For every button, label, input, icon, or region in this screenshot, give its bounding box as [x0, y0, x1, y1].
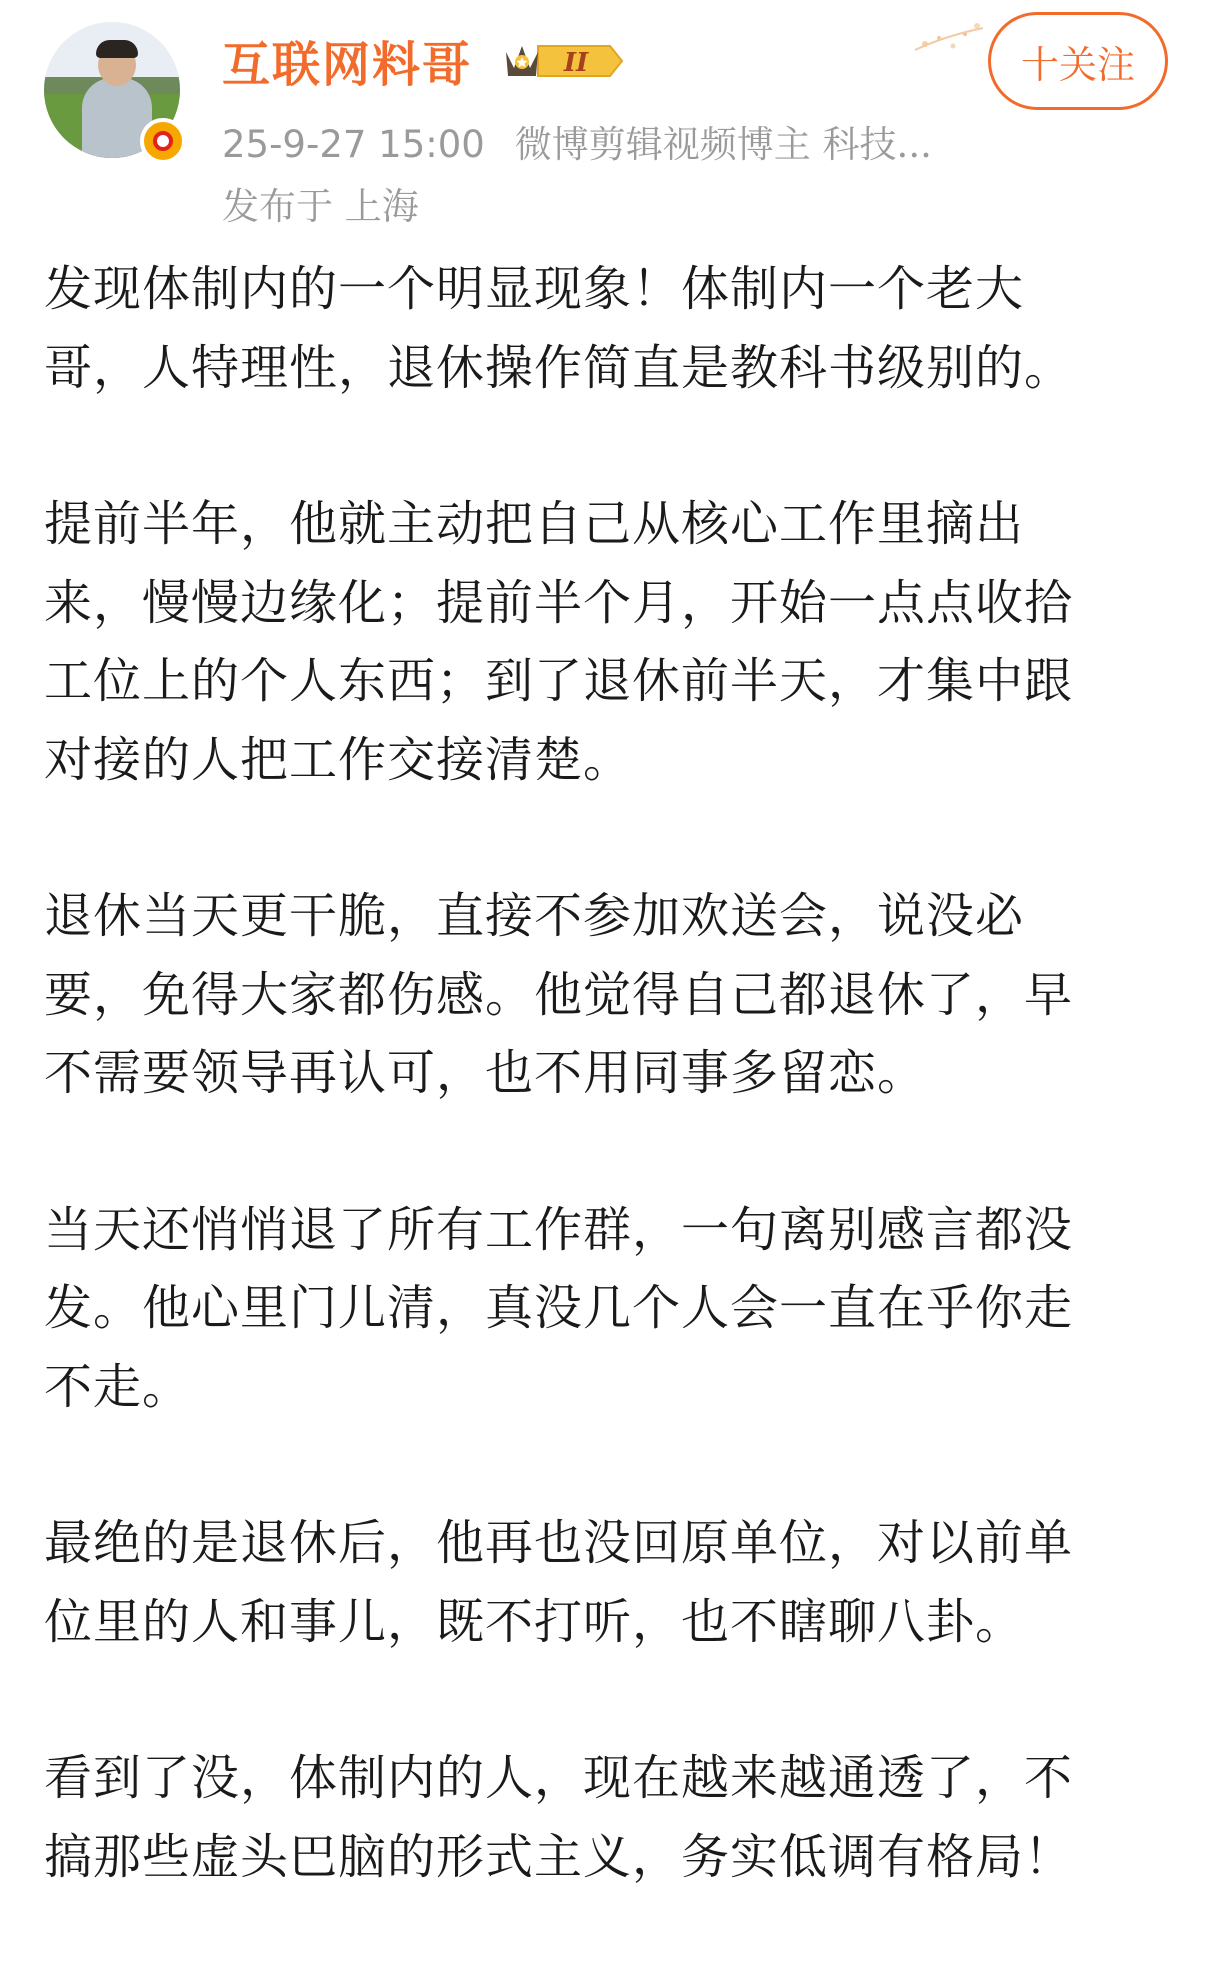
post-paragraph: 退休当天更干脆，直接不参加欢送会，说没必 要，免得大家都伤感。他觉得自己都退休了，早 不需要领导再认可，也不用同事多留恋。: [44, 888, 1074, 1101]
author-name[interactable]: 互联网料哥: [222, 37, 473, 93]
sparkle-decoration-icon: [905, 16, 995, 66]
level-badge-text: II: [563, 48, 589, 78]
avatar[interactable]: [44, 22, 180, 158]
post-meta: [222, 114, 932, 168]
follow-button[interactable]: [988, 12, 1168, 110]
post-paragraph: 发现体制内的一个明显现象！体制内一个老大 哥，人特理性，退休操作简直是教科书级别的。: [44, 261, 1074, 396]
post-paragraph: 看到了没，体制内的人，现在越来越通透了，不 搞那些虚头巴脑的形式主义，务实低调有格局！: [44, 1750, 1074, 1885]
post-location: 发布于 上海: [222, 185, 419, 228]
level-badge-icon: [498, 38, 628, 84]
post-content: [44, 250, 1184, 1974]
post-timestamp: 25-9-27 15:00: [222, 123, 485, 166]
post-paragraph: 提前半年，他就主动把自己从核心工作里摘出 来，慢慢边缘化；提前半个月，开始一点点收拾 工位上的个人东西；到了退休前半天，才集中跟 对接的人把工作交接清楚。: [44, 496, 1074, 788]
follow-button-label: 十关注: [1020, 42, 1135, 87]
post-paragraph: 当天还悄悄退了所有工作群，一句离别感言都没 发。他心里门儿清，真没几个人会一直在乎你走 不走。: [44, 1201, 1074, 1415]
post-paragraph: 最绝的是退休后，他再也没回原单位，对以前单 位里的人和事儿，既不打听，也不瞎聊八卦。: [44, 1515, 1074, 1650]
verified-badge-icon: [140, 118, 186, 164]
post-header: [0, 0, 1215, 230]
author-description: 微博剪辑视频博主 科技...: [514, 123, 932, 166]
